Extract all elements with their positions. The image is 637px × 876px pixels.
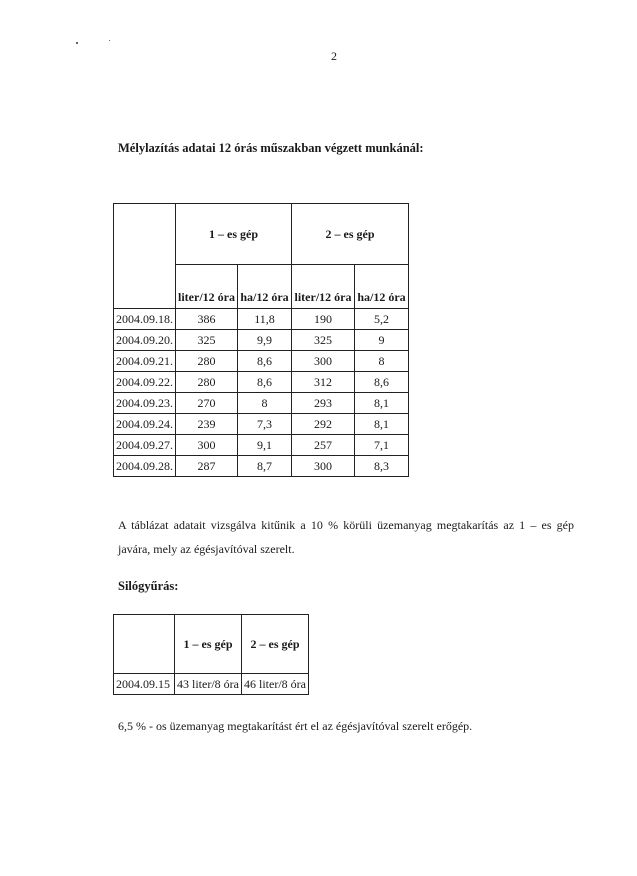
value-cell: 300	[292, 351, 355, 372]
value-cell: 257	[292, 435, 355, 456]
value-cell: 280	[176, 372, 238, 393]
value-cell: 11,8	[238, 309, 292, 330]
group-header-machine-2: 2 – es gép	[292, 204, 409, 265]
date-cell: 2004.09.18.	[114, 309, 176, 330]
value-cell: 8	[238, 393, 292, 414]
section-heading-silage: Silógyűrás:	[118, 579, 179, 593]
table-row	[114, 435, 409, 456]
fuel-saving-paragraph: A táblázat adatait vizsgálva kitűnik a 10 % körüli üzemanyag megtakarítás az 1 – es gép javára, mely az égésjavítóval szerelt.	[118, 518, 574, 556]
value-cell: 8	[355, 351, 409, 372]
page-number: 2	[331, 49, 337, 63]
value-cell: 8,7	[238, 456, 292, 477]
value-cell: 292	[292, 414, 355, 435]
value-cell: 9	[355, 330, 409, 351]
value-cell: 9,1	[238, 435, 292, 456]
value-cell: 325	[176, 330, 238, 351]
value-cell: 293	[292, 393, 355, 414]
value-cell: 8,6	[238, 372, 292, 393]
value-cell: 8,6	[238, 351, 292, 372]
value-cell: 300	[176, 435, 238, 456]
table-row	[114, 309, 409, 330]
silage-saving-paragraph: 6,5 % - os üzemanyag megtakarítást ért el az égésjavítóval szerelt erőgép.	[118, 719, 473, 733]
value-cell: 287	[176, 456, 238, 477]
table-row	[114, 414, 409, 435]
group-header-machine-1: 1 – es gép	[176, 204, 292, 265]
table-row	[114, 372, 409, 393]
value-cell: 8,1	[355, 414, 409, 435]
sub-header-liter: liter/12 óra	[292, 265, 355, 309]
table-row	[114, 330, 409, 351]
value-cell: 8,1	[355, 393, 409, 414]
deep-loosening-table	[113, 203, 409, 477]
value-cell: 46 liter/8 óra	[242, 674, 309, 695]
value-cell: 280	[176, 351, 238, 372]
date-cell: 2004.09.23.	[114, 393, 176, 414]
date-cell: 2004.09.27.	[114, 435, 176, 456]
value-cell: 190	[292, 309, 355, 330]
scan-speck	[76, 42, 78, 44]
table-row	[114, 393, 409, 414]
value-cell: 5,2	[355, 309, 409, 330]
value-cell: 300	[292, 456, 355, 477]
silage-table	[113, 614, 309, 695]
date-cell: 2004.09.20.	[114, 330, 176, 351]
date-cell: 2004.09.15	[114, 674, 175, 695]
date-cell: 2004.09.28.	[114, 456, 176, 477]
sub-header-liter: liter/12 óra	[176, 265, 238, 309]
header-machine-1: 1 – es gép	[175, 615, 242, 674]
sub-header-ha: ha/12 óra	[238, 265, 292, 309]
value-cell: 9,9	[238, 330, 292, 351]
date-cell: 2004.09.22.	[114, 372, 176, 393]
value-cell: 7,3	[238, 414, 292, 435]
value-cell: 7,1	[355, 435, 409, 456]
section-heading-deep-loosening: Mélylazítás adatai 12 órás műszakban végzett munkánál:	[118, 141, 424, 155]
value-cell: 8,3	[355, 456, 409, 477]
date-cell: 2004.09.24.	[114, 414, 176, 435]
header-machine-2: 2 – es gép	[242, 615, 309, 674]
value-cell: 43 liter/8 óra	[175, 674, 242, 695]
sub-header-ha: ha/12 óra	[355, 265, 409, 309]
table-row	[114, 674, 309, 695]
value-cell: 325	[292, 330, 355, 351]
value-cell: 312	[292, 372, 355, 393]
date-cell: 2004.09.21.	[114, 351, 176, 372]
value-cell: 270	[176, 393, 238, 414]
empty-corner-cell	[114, 615, 175, 674]
scan-speck	[109, 40, 110, 41]
empty-corner-cell	[114, 204, 176, 309]
value-cell: 8,6	[355, 372, 409, 393]
value-cell: 386	[176, 309, 238, 330]
value-cell: 239	[176, 414, 238, 435]
table-row	[114, 351, 409, 372]
table-row	[114, 456, 409, 477]
